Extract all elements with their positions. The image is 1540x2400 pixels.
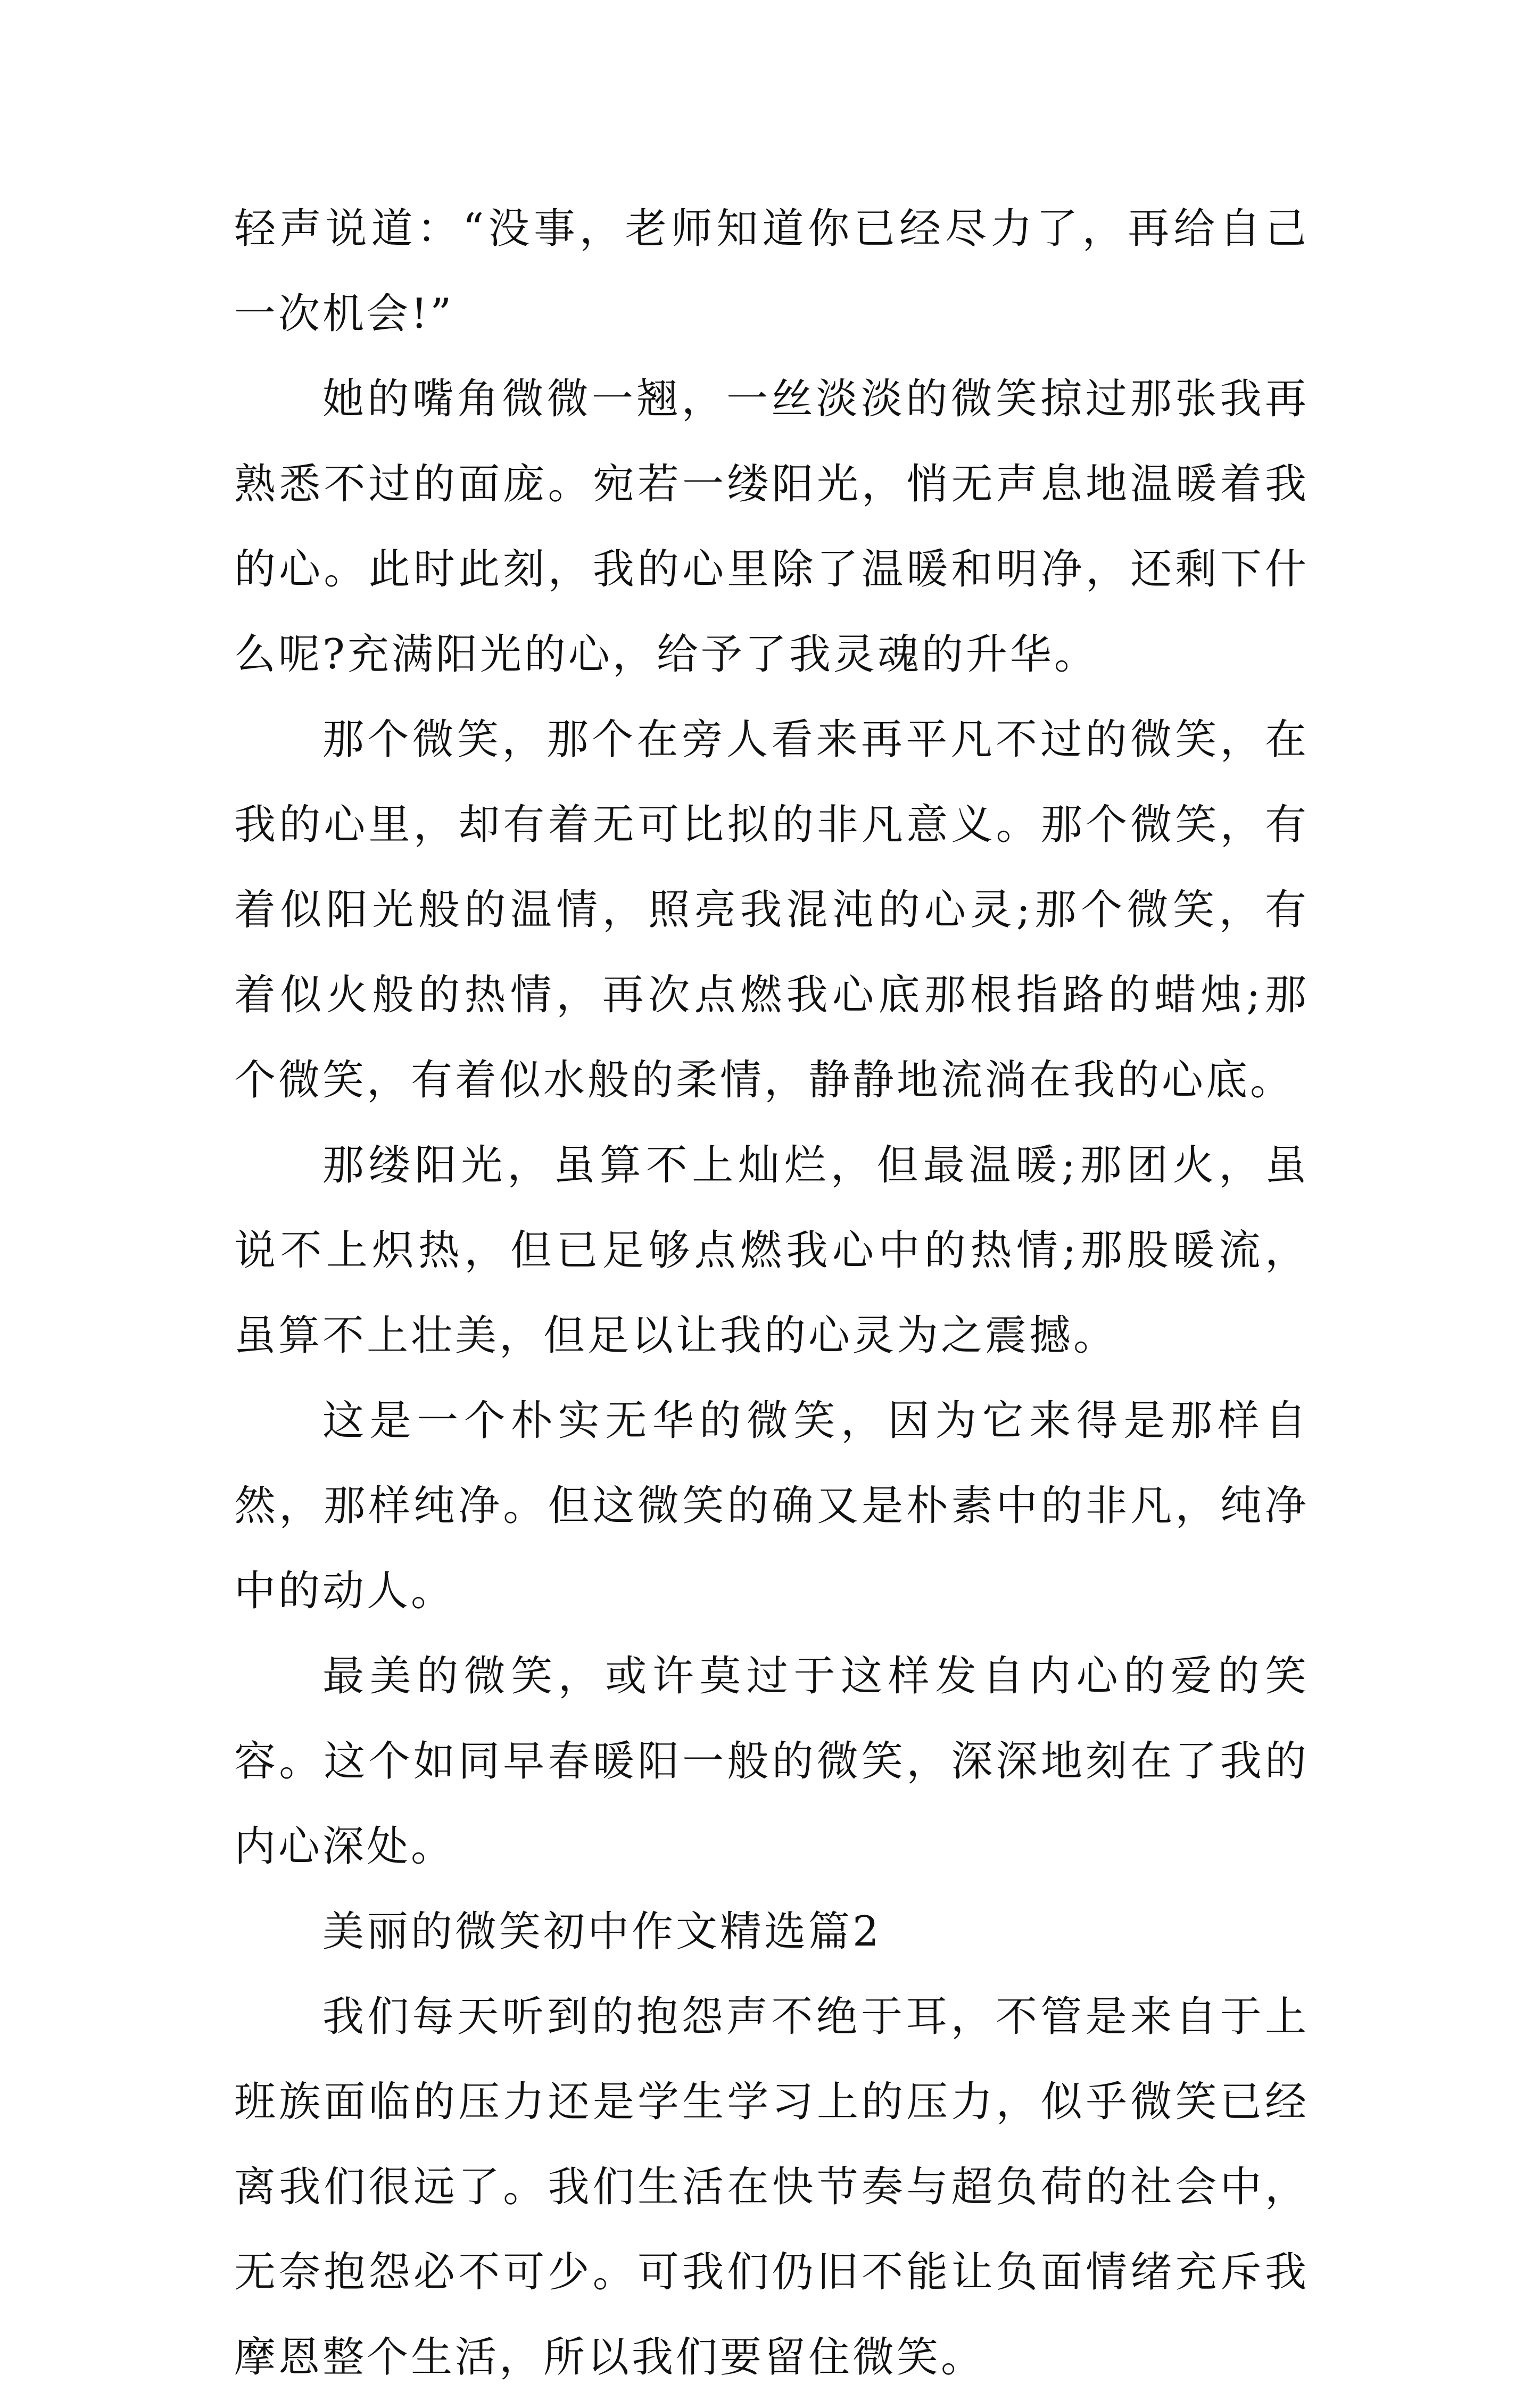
paragraph: 最美的微笑，或许莫过于这样发自内心的爱的笑容。这个如同早春暖阳一般的微笑，深深地刻在了我的内心深处。 (234, 1652, 1309, 1871)
section-heading: 美丽的微笑初中作文精选篇2 (322, 1908, 882, 1956)
paragraph: 这是一个朴实无华的微笑，因为它来得是那样自然，那样纯净。但这微笑的确又是朴素中的非凡，纯净中的动人。 (234, 1397, 1309, 1615)
document-body (234, 186, 1309, 2400)
paragraph: 我们每天听到的抱怨声不绝于耳，不管是来自于上班族面临的压力还是学生学习上的压力，似乎微笑已经离我们很远了。我们生活在快节奏与超负荷的社会中，无奈抱怨必不可少。可我们仍旧不能让负面情绪充斥我摩恩整个生活，所以我们要留住微笑。 (234, 1993, 1309, 2381)
paragraph-continuation: 轻声说道：“没事，老师知道你已经尽力了，再给自己一次机会!” (234, 205, 1309, 338)
paragraph: 那个微笑，那个在旁人看来再平凡不过的微笑，在我的心里，却有着无可比拟的非凡意义。那个微笑，有着似阳光般的温情，照亮我混沌的心灵;那个微笑，有着似火般的热情，再次点燃我心底那根指路的蜡烛;那个微笑，有着似水般的柔情，静静地流淌在我的心底。 (234, 716, 1309, 1104)
paragraph: 她的嘴角微微一翘，一丝淡淡的微笑掠过那张我再熟悉不过的面庞。宛若一缕阳光，悄无声息地温暖着我的心。此时此刻，我的心里除了温暖和明净，还剩下什么呢?充满阳光的心，给予了我灵魂的升华。 (234, 375, 1309, 678)
paragraph: 那缕阳光，虽算不上灿烂，但最温暖;那团火，虽说不上炽热，但已足够点燃我心中的热情;那股暖流，虽算不上壮美，但足以让我的心灵为之震撼。 (234, 1141, 1309, 1360)
